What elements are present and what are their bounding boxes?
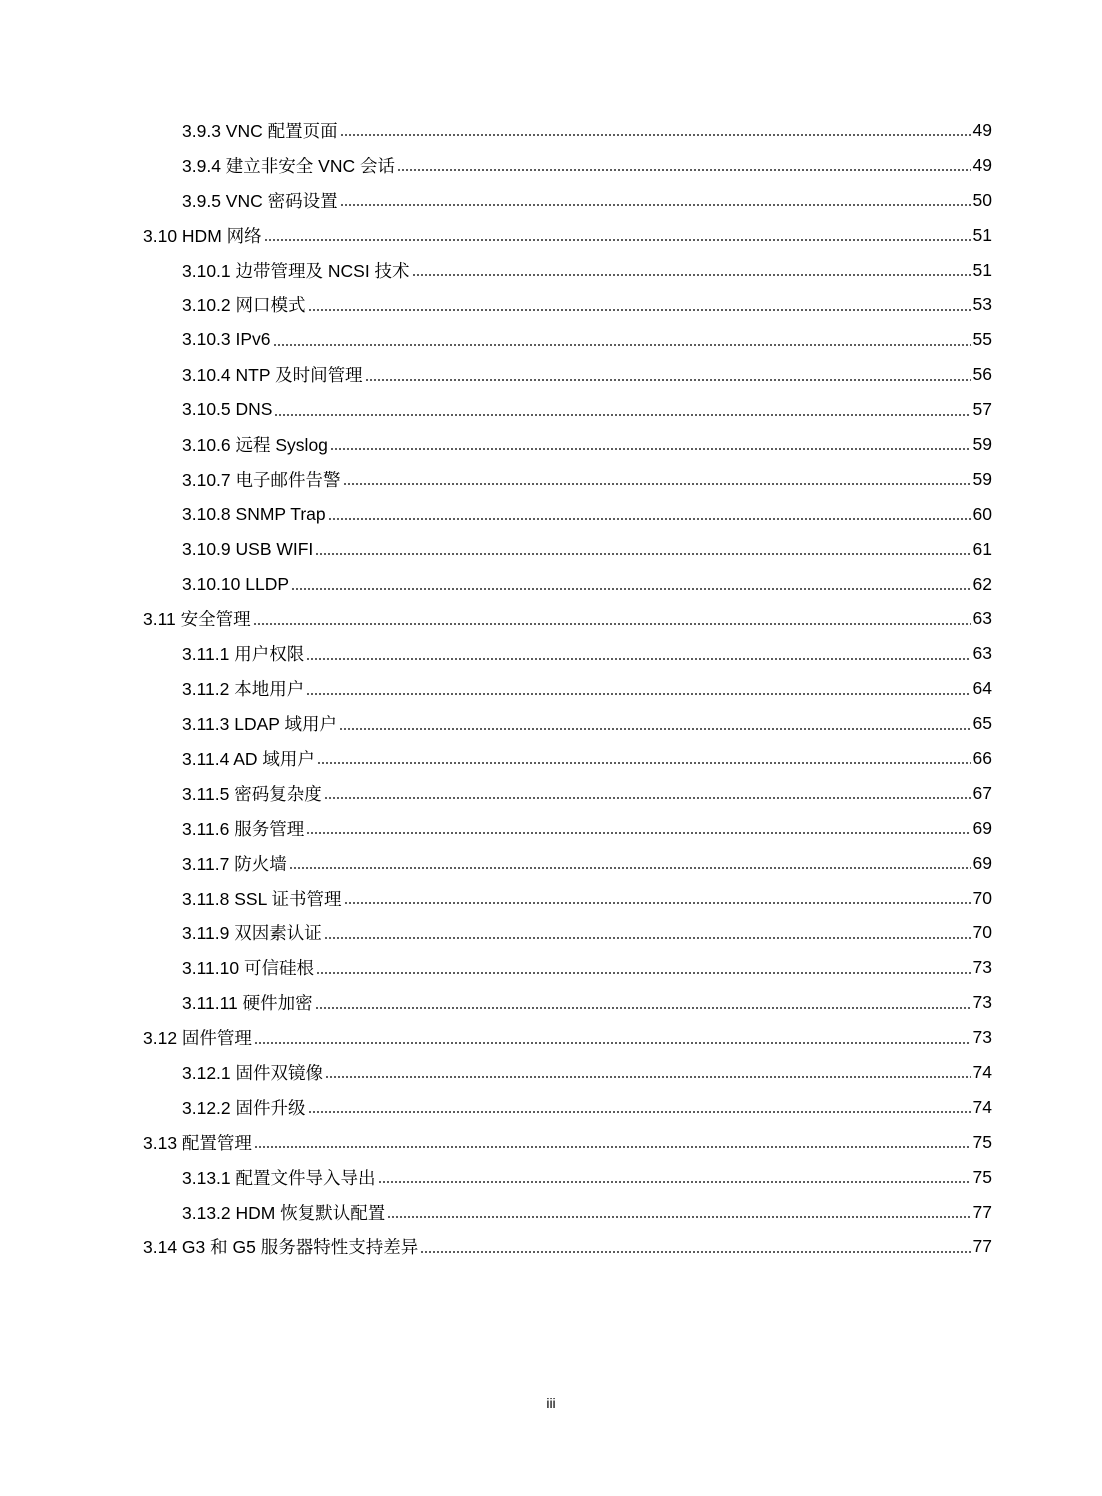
dot-leader	[254, 1146, 971, 1148]
dot-leader	[412, 274, 971, 276]
dot-leader	[264, 239, 971, 241]
dot-leader	[274, 414, 970, 416]
toc-entry[interactable]	[0, 811, 1102, 846]
toc-entry-page-number[interactable]: 73	[972, 992, 992, 1013]
toc-entry-page-number[interactable]: 73	[972, 1027, 992, 1048]
toc-entry[interactable]	[0, 1195, 1102, 1230]
dot-leader	[254, 1042, 971, 1044]
toc-entry-page-number[interactable]: 64	[972, 678, 992, 699]
toc-entry-page-number[interactable]: 69	[972, 852, 992, 873]
toc-entry-title[interactable]: 3.11.11 硬件加密	[182, 993, 313, 1014]
toc-entry-title[interactable]: 3.11.9 双因素认证	[182, 923, 322, 944]
dot-leader	[291, 588, 971, 590]
toc-entry-title[interactable]: 3.10.1 边带管理及 NCSI 技术	[182, 260, 410, 281]
dot-leader	[365, 379, 971, 381]
dot-leader	[273, 344, 971, 346]
dot-leader	[340, 134, 971, 136]
toc-entry[interactable]	[0, 567, 1102, 602]
toc-entry[interactable]	[0, 1055, 1102, 1090]
toc-entry[interactable]	[0, 1090, 1102, 1125]
toc-entry-title[interactable]: 3.11.3 LDAP 域用户	[182, 714, 337, 735]
toc-entry-title[interactable]: 3.9.4 建立非安全 VNC 会话	[182, 155, 395, 176]
toc-entry-title[interactable]: 3.10.9 USB WIFI	[182, 538, 314, 559]
toc-entry-page-number[interactable]: 67	[972, 782, 992, 803]
toc-entry-title[interactable]: 3.9.5 VNC 密码设置	[182, 190, 338, 211]
toc-entry-page-number[interactable]: 50	[972, 189, 992, 210]
dot-leader	[306, 832, 970, 834]
toc-entry[interactable]	[0, 636, 1102, 671]
toc-entry[interactable]	[0, 357, 1102, 392]
toc-entry-page-number[interactable]: 59	[972, 468, 992, 489]
toc-entry-title[interactable]: 3.10.5 DNS	[182, 399, 273, 420]
toc-entry[interactable]	[0, 287, 1102, 322]
toc-entry[interactable]	[0, 462, 1102, 497]
toc-entry[interactable]	[0, 601, 1102, 636]
toc-entry[interactable]	[0, 497, 1102, 532]
toc-entry-page-number[interactable]: 75	[972, 1166, 992, 1187]
toc-entry[interactable]	[0, 148, 1102, 183]
toc-entry-title[interactable]: 3.12 固件管理	[143, 1028, 252, 1049]
toc-entry-title[interactable]: 3.11 安全管理	[143, 609, 251, 630]
toc-entry[interactable]	[0, 706, 1102, 741]
toc-entry[interactable]	[0, 183, 1102, 218]
toc-entry-title[interactable]: 3.10.3 IPv6	[182, 329, 271, 350]
toc-entry-title[interactable]: 3.9.3 VNC 配置页面	[182, 120, 338, 141]
dot-leader	[306, 693, 970, 695]
toc-entry[interactable]	[0, 776, 1102, 811]
dot-leader	[397, 169, 971, 171]
toc-entry[interactable]	[0, 950, 1102, 985]
dot-leader	[378, 1181, 971, 1183]
toc-entry-page-number[interactable]: 74	[972, 1061, 992, 1082]
toc-entry-title[interactable]: 3.10 HDM 网络	[143, 225, 262, 246]
toc-entry-page-number[interactable]: 69	[972, 817, 992, 838]
toc-entry[interactable]	[0, 881, 1102, 916]
toc-entry-page-number[interactable]: 63	[972, 608, 992, 629]
dot-leader	[340, 204, 971, 206]
toc-entry[interactable]	[0, 392, 1102, 427]
toc-entry-page-number[interactable]: 53	[972, 294, 992, 315]
toc-entry-page-number[interactable]: 65	[972, 713, 992, 734]
toc-entry-title[interactable]: 3.11.2 本地用户	[182, 679, 305, 700]
toc-entry-title[interactable]: 3.10.8 SNMP Trap	[182, 503, 326, 524]
dot-leader	[316, 972, 971, 974]
dot-leader	[306, 658, 970, 660]
toc-entry-title[interactable]: 3.12.2 固件升级	[182, 1097, 306, 1118]
dot-leader	[253, 623, 971, 625]
dot-leader	[420, 1251, 970, 1253]
toc-entry[interactable]	[0, 532, 1102, 567]
toc-entry-title[interactable]: 3.13.1 配置文件导入导出	[182, 1167, 376, 1188]
dot-leader	[315, 1007, 971, 1009]
toc-entry-title[interactable]: 3.11.1 用户权限	[182, 644, 305, 665]
toc-entry-title[interactable]: 3.13 配置管理	[143, 1132, 252, 1153]
dot-leader	[330, 448, 971, 450]
toc-entry-page-number[interactable]: 73	[972, 957, 992, 978]
toc-entry-title[interactable]: 3.13.2 HDM 恢复默认配置	[182, 1202, 386, 1223]
toc-entry[interactable]	[0, 218, 1102, 253]
dot-leader	[343, 483, 971, 485]
page-number-footer: iii	[546, 1395, 556, 1411]
toc-entry-page-number[interactable]: 55	[972, 329, 992, 350]
toc-entry-title[interactable]: 3.11.5 密码复杂度	[182, 783, 322, 804]
toc-entry-title[interactable]: 3.12.1 固件双镜像	[182, 1062, 324, 1083]
toc-entry-title[interactable]: 3.10.7 电子邮件告警	[182, 469, 341, 490]
toc-entry-page-number[interactable]: 66	[972, 747, 992, 768]
toc-entry[interactable]	[0, 1125, 1102, 1160]
toc-entry[interactable]	[0, 253, 1102, 288]
table-of-contents	[0, 113, 1102, 1264]
dot-leader	[315, 553, 970, 555]
toc-entry-page-number[interactable]: 49	[972, 119, 992, 140]
toc-entry-title[interactable]: 3.10.4 NTP 及时间管理	[182, 365, 363, 386]
toc-entry[interactable]	[0, 113, 1102, 148]
dot-leader	[387, 1216, 970, 1218]
toc-entry-page-number[interactable]: 74	[972, 1096, 992, 1117]
toc-entry-page-number[interactable]: 77	[972, 1201, 992, 1222]
toc-entry-title[interactable]: 3.11.6 服务管理	[182, 818, 305, 839]
dot-leader	[308, 309, 971, 311]
toc-entry[interactable]	[0, 427, 1102, 462]
toc-entry[interactable]	[0, 1160, 1102, 1195]
toc-entry-page-number[interactable]: 56	[972, 364, 992, 385]
toc-entry[interactable]	[0, 846, 1102, 881]
toc-entry-title[interactable]: 3.10.6 远程 Syslog	[182, 434, 328, 455]
toc-entry-page-number[interactable]: 61	[972, 538, 992, 559]
toc-entry[interactable]	[0, 985, 1102, 1020]
toc-entry-page-number[interactable]: 70	[972, 887, 992, 908]
toc-entry-title[interactable]: 3.11.4 AD 域用户	[182, 748, 315, 769]
toc-entry-title[interactable]: 3.14 G3 和 G5 服务器特性支持差异	[143, 1237, 419, 1258]
toc-entry-title[interactable]: 3.11.8 SSL 证书管理	[182, 888, 342, 909]
toc-entry[interactable]	[0, 1020, 1102, 1055]
toc-entry[interactable]	[0, 741, 1102, 776]
toc-entry-page-number[interactable]: 77	[972, 1236, 992, 1257]
toc-entry-page-number[interactable]: 51	[972, 259, 992, 280]
toc-entry-page-number[interactable]: 49	[972, 154, 992, 175]
toc-entry-page-number[interactable]: 63	[972, 643, 992, 664]
toc-entry-page-number[interactable]: 59	[972, 433, 992, 454]
dot-leader	[289, 867, 971, 869]
dot-leader	[317, 762, 971, 764]
dot-leader	[325, 1076, 971, 1078]
toc-entry[interactable]	[0, 322, 1102, 357]
toc-entry-page-number[interactable]: 62	[972, 573, 992, 594]
dot-leader	[328, 518, 971, 520]
toc-entry-page-number[interactable]: 75	[972, 1131, 992, 1152]
toc-entry-title[interactable]: 3.10.2 网口模式	[182, 295, 306, 316]
toc-entry-page-number[interactable]: 51	[972, 224, 992, 245]
dot-leader	[344, 902, 971, 904]
toc-entry-title[interactable]: 3.11.7 防火墙	[182, 853, 287, 874]
toc-entry-page-number[interactable]: 57	[972, 399, 992, 420]
toc-entry[interactable]	[0, 671, 1102, 706]
toc-entry[interactable]	[0, 915, 1102, 950]
toc-entry-page-number[interactable]: 60	[972, 503, 992, 524]
toc-entry-title[interactable]: 3.11.10 可信硅根	[182, 958, 314, 979]
dot-leader	[339, 728, 971, 730]
toc-entry-title[interactable]: 3.10.10 LLDP	[182, 573, 290, 594]
dot-leader	[324, 797, 971, 799]
toc-entry[interactable]	[0, 1230, 1102, 1265]
dot-leader	[324, 937, 971, 939]
dot-leader	[308, 1111, 971, 1113]
toc-entry-page-number[interactable]: 70	[972, 922, 992, 943]
